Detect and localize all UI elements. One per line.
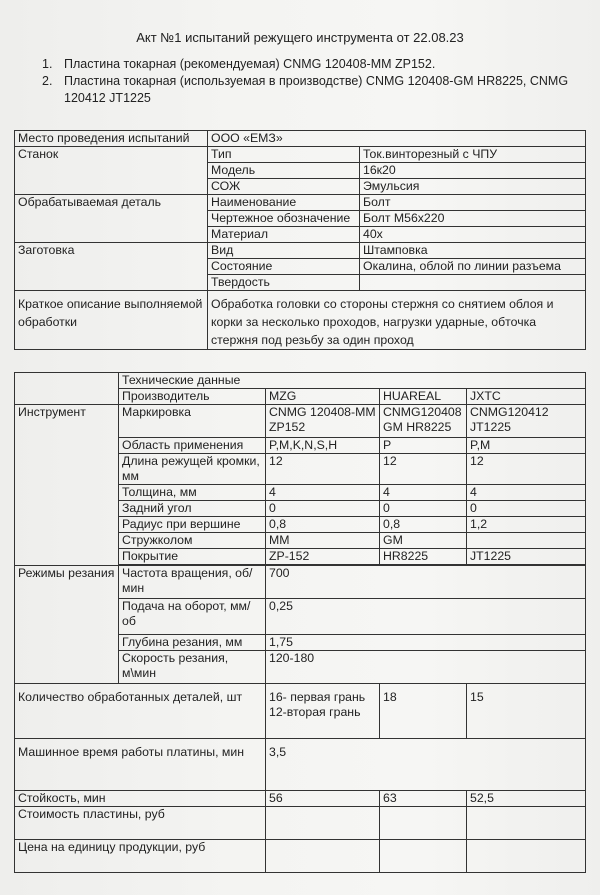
part-drawing-label: Чертежное обозначение [208, 211, 360, 227]
cost-jxtc [467, 807, 586, 840]
depth-label: Глубина резания, мм [119, 635, 266, 651]
cost-huareal [380, 807, 467, 840]
cost-mzg [266, 807, 380, 840]
table-row [15, 739, 586, 791]
life-jxtc: 52,5 [467, 791, 586, 807]
technical-data-table [14, 372, 586, 873]
blank-hardness-label: Твердость [208, 275, 360, 291]
unit-price-label: Цена на единицу продукции, руб [15, 840, 266, 873]
inserts-list [42, 56, 582, 107]
marking-huareal: CNMG120408 GM HR8225 [380, 405, 467, 438]
life-mzg: 56 [266, 791, 380, 807]
table-row [15, 373, 586, 389]
unit-price-huareal [380, 840, 467, 873]
list-text: Пластина токарная (используемая в производстве) CNMG 120408-GM HR8225, CNMG 120412 JT1225 [64, 74, 569, 105]
table-row [15, 131, 586, 147]
blank-kind-label: Вид [208, 243, 360, 259]
radius-huareal: 0,8 [380, 517, 467, 533]
section-header: Технические данные [119, 373, 586, 389]
area-mzg: P,M,K,N,S,H [266, 438, 380, 454]
test-conditions-table [14, 130, 586, 350]
machine-type-value: Ток.винторезный с ЧПУ [360, 147, 586, 163]
table-row [15, 807, 586, 840]
description-label: Краткое описание выполняемой обработки [15, 291, 208, 350]
coating-jxtc: JT1225 [467, 549, 586, 565]
list-item [42, 73, 582, 107]
marking-jxtc: CNMG120412 JT1225 [467, 405, 586, 438]
breaker-jxtc [467, 533, 586, 549]
machine-coolant-label: СОЖ [208, 179, 360, 195]
clearance-huareal: 0 [380, 501, 467, 517]
speed-label: Скорость резания, м\мин [119, 651, 266, 684]
breaker-huareal: GM [380, 533, 467, 549]
table-row [15, 684, 586, 739]
feed-value: 0,25 [266, 599, 586, 635]
speed-value: 120-180 [266, 651, 586, 684]
modes-label: Режимы резания [15, 566, 119, 684]
list-number: 2. [42, 74, 53, 88]
thick-jxtc: 4 [467, 485, 586, 501]
coating-mzg: ZP-152 [266, 549, 380, 565]
machine-coolant-value: Эмульсия [360, 179, 586, 195]
edge-huareal: 12 [380, 454, 467, 485]
clearance-mzg: 0 [266, 501, 380, 517]
place-label: Место проведения испытаний [15, 131, 208, 147]
unit-price-mzg [266, 840, 380, 873]
breaker-label: Стружколом [119, 533, 266, 549]
machine-time-value: 3,5 [266, 739, 586, 791]
cost-label: Стоимость пластины, руб [15, 807, 266, 840]
qty-jxtc: 15 [467, 684, 586, 739]
feed-label: Подача на оборот, мм/об [119, 599, 266, 635]
table-row [15, 195, 586, 211]
producer-huareal: HUAREAL [380, 389, 467, 405]
part-material-value: 40х [360, 227, 586, 243]
machine-label: Станок [15, 147, 208, 195]
unit-price-jxtc [467, 840, 586, 873]
tool-label: Инструмент [15, 405, 119, 566]
breaker-mzg: MM [266, 533, 380, 549]
thick-mzg: 4 [266, 485, 380, 501]
coating-huareal: HR8225 [380, 549, 467, 565]
part-material-label: Материал [208, 227, 360, 243]
edge-label: Длина режущей кромки, мм [119, 454, 266, 485]
clearance-label: Задний угол [119, 501, 266, 517]
producer-jxtc: JXTC [467, 389, 586, 405]
document-title: Акт №1 испытаний режущего инструмента от 22.08.23 [136, 30, 464, 45]
area-label: Область применения [119, 438, 266, 454]
part-label: Обрабатываемая деталь [15, 195, 208, 243]
table-row [15, 291, 586, 350]
list-text: Пластина токарная (рекомендуемая) CNMG 120408-MM ZP152. [64, 57, 436, 71]
producer-label: Производитель [119, 389, 266, 405]
blank-label: Заготовка [15, 243, 208, 291]
qty-mzg-line2: 12-вторая грань [269, 705, 361, 719]
table-row [15, 566, 586, 599]
clearance-jxtc: 0 [467, 501, 586, 517]
edge-mzg: 12 [266, 454, 380, 485]
blank-cell [15, 373, 119, 405]
blank-hardness-value [360, 275, 586, 291]
qty-mzg [266, 684, 380, 739]
place-value: ООО «ЕМЗ» [208, 131, 586, 147]
list-number: 1. [42, 57, 53, 71]
marking-label: Маркировка [119, 405, 266, 438]
life-label: Стойкость, мин [15, 791, 266, 807]
qty-huareal: 18 [380, 684, 467, 739]
marking-mzg: CNMG 120408-MM ZP152 [266, 405, 380, 438]
area-jxtc: P,M [467, 438, 586, 454]
list-item [42, 56, 582, 73]
qty-mzg-line1: 16- первая грань [269, 690, 366, 704]
radius-jxtc: 1,2 [467, 517, 586, 533]
life-huareal: 63 [380, 791, 467, 807]
part-name-value: Болт [360, 195, 586, 211]
thick-label: Толщина, мм [119, 485, 266, 501]
producer-mzg: MZG [266, 389, 380, 405]
thick-huareal: 4 [380, 485, 467, 501]
rpm-label: Частота вращения, об/мин [119, 566, 266, 599]
table-row [15, 243, 586, 259]
qty-label: Количество обработанных деталей, шт [15, 684, 266, 739]
coating-label: Покрытие [119, 549, 266, 565]
part-name-label: Наименование [208, 195, 360, 211]
area-huareal: P [380, 438, 467, 454]
machine-model-label: Модель [208, 163, 360, 179]
depth-value: 1,75 [266, 635, 586, 651]
blank-state-value: Окалина, облой по линии разъема [360, 259, 586, 275]
table-row [15, 840, 586, 873]
radius-mzg: 0,8 [266, 517, 380, 533]
radius-label: Радиус при вершине [119, 517, 266, 533]
blank-kind-value: Штамповка [360, 243, 586, 259]
rpm-value: 700 [266, 566, 586, 599]
table-row [15, 405, 586, 438]
description-value: Обработка головки со стороны стержня со снятием облоя и корки за несколько проходов, нагрузки ударные, обточка стержня под резьбу за один проход [208, 291, 586, 350]
table-row [15, 791, 586, 807]
machine-time-label: Машинное время работы платины, мин [15, 739, 266, 791]
machine-model-value: 16к20 [360, 163, 586, 179]
machine-type-label: Тип [208, 147, 360, 163]
edge-jxtc: 12 [467, 454, 586, 485]
part-drawing-value: Болт М56х220 [360, 211, 586, 227]
table-row [15, 147, 586, 163]
blank-state-label: Состояние [208, 259, 360, 275]
